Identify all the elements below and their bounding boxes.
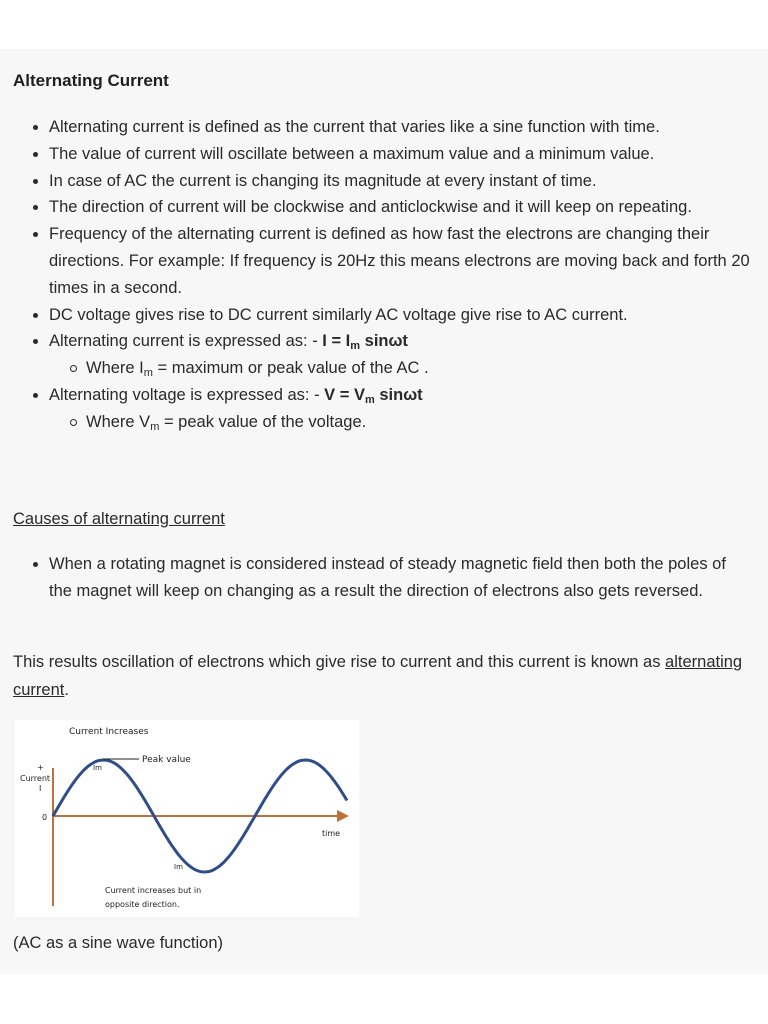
list-item: The direction of current will be clockwise and anticlockwise and it will keep on repeating. [13, 194, 753, 221]
list-item-current-formula: Alternating current is expressed as: - $I = I_m$ sinωt [13, 328, 753, 355]
current-formula: $I = I_m$ sinωt [322, 332, 408, 353]
time-axis-arrow [337, 810, 349, 822]
page-title: Alternating Current [13, 71, 169, 90]
label-current-increases: Current Increases [69, 727, 149, 737]
causes-heading[interactable]: Causes of alternating current [13, 510, 225, 528]
label-im-bottom: Im [174, 863, 183, 871]
list-item: When a rotating magnet is considered instead of steady magnetic field then both the poles of the magnet will keep on changing as a result the direction of electrons also gets reversed. [13, 551, 753, 605]
sine-wave-figure [15, 720, 359, 917]
label-bottom-2: opposite direction. [105, 900, 180, 909]
definition-list [13, 114, 753, 436]
label-time: time [322, 829, 341, 838]
summary-paragraph: This results oscillation of electrons which give rise to current and this current is known as alternating current. [13, 653, 743, 699]
list-item: The value of current will oscillate between a maximum value and a minimum value. [13, 141, 753, 168]
list-item: Frequency of the alternating current is defined as how fast the electrons are changing their directions. For example: If frequency is 20Hz this means electrons are moving back and forth 20 times in a second. [13, 221, 753, 301]
alternating-current-link[interactable]: alternating current [13, 653, 743, 699]
causes-list [13, 551, 753, 605]
sub-list-item: Where $V_m$ = peak value of the voltage. [13, 409, 753, 436]
label-zero: 0 [42, 813, 48, 822]
list-item-voltage-formula: Alternating voltage is expressed as: - $V = V_m$ sinωt [13, 382, 753, 409]
list-item: Alternating current is defined as the current that varies like a sine function with time. [13, 114, 753, 141]
voltage-formula: $V = V_m$ sinωt [324, 385, 423, 406]
figure-caption: (AC as a sine wave function) [13, 934, 224, 952]
label-bottom-1: Current increases but in [105, 886, 202, 895]
sine-wave-diagram [15, 720, 359, 917]
sub-list-item: Where $I_m$ = maximum or peak value of the AC . [13, 355, 753, 382]
label-plus: + [37, 763, 44, 772]
list-item: In case of AC the current is changing its magnitude at every instant of time. [13, 168, 753, 195]
label-i: I [39, 784, 42, 793]
label-peak-value: Peak value [142, 755, 191, 765]
label-current: Current [20, 774, 51, 783]
label-im-top: Im [93, 764, 102, 772]
list-item: DC voltage gives rise to DC current similarly AC voltage give rise to AC current. [13, 302, 753, 329]
